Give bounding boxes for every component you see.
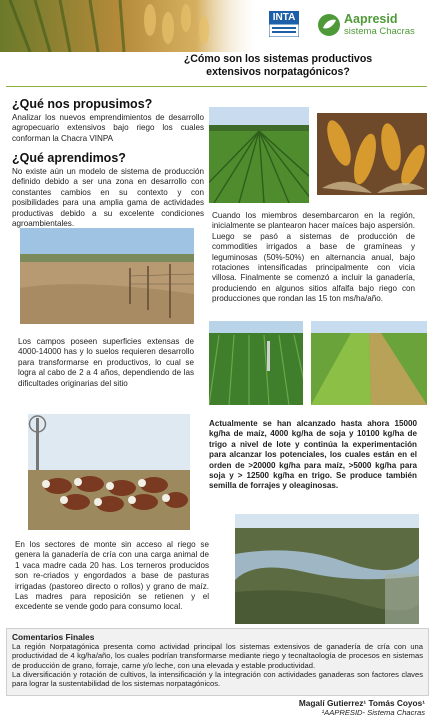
aapresid-name: Aapresid — [344, 12, 398, 26]
authors-affiliation: ¹AAPRESID- Sistema Chacras — [321, 708, 425, 717]
rotations-text: Cuando los miembros desembarcaron en la región, inicialmente se plantearon hacer maíces bajo aspersión. Luego se pasó a sistemas de producción de commodities irrigados a base de gramíneas y leguminosas (50%-50%) en alternancia anual, bajo rotaciones intensificadas principalmente con vicia villosa. Finalmente se comenzó a incluir la ganadería, produciendo en algunos sitios alfalfa bajo riego con producciones que rondan las 15 ton ms/ha/año. — [212, 211, 415, 304]
title-line-2: extensivos norpatagónicos? — [206, 65, 350, 78]
final-comments-paragraph-2: La diversificación y rotación de cultivos, la intensificación y la integración con actividades ganaderas son factores claves para lograr la sustentabilidad de los sistemas norpatagónicos. — [12, 669, 423, 689]
inta-logo-stripes — [269, 24, 299, 37]
authors-block — [299, 698, 425, 718]
inta-logo — [269, 11, 299, 37]
cattle-photo — [28, 414, 190, 530]
header-corn-photo — [0, 0, 262, 52]
final-comments-heading: Comentarios Finales — [12, 632, 95, 642]
inta-logo-text: INTA — [269, 11, 299, 24]
river-landscape-photo — [235, 514, 419, 624]
final-comments-box — [6, 628, 429, 696]
learnings-heading: ¿Qué aprendimos? — [12, 151, 126, 165]
title-underline — [6, 86, 427, 87]
livestock-text: En los sectores de monte sin acceso al riego se genera la ganadería de cría con una carga animal de 1 vaca madre cada 20 has. Los terneros producidos son re-criados y engordados a base de pasturas irrigadas (pastoreo directo o rollos) y grano de maíz. Las madres para reposición se retienen y el excedente se vende godo para consumo local. — [15, 540, 209, 612]
objectives-text: Analizar los nuevos emprendimientos de desarrollo agropecuario extensivos bajo riego los cuales conforman la Chacra VINPA — [12, 113, 204, 143]
aapresid-subtitle: sistema Chacras — [344, 26, 415, 37]
crop-field-photo — [209, 107, 309, 203]
title-line-1: ¿Cómo son los sistemas productivos — [183, 53, 373, 65]
corn-ears-photo — [317, 113, 427, 195]
dry-field-photo — [20, 228, 194, 324]
objectives-heading: ¿Qué nos propusimos? — [12, 97, 153, 111]
learnings-text: No existe aún un modelo de sistema de producción definido debido a ser una zona en desarrollo con constantes cambios en su contexto y con posibilidades para una amplia gama de actividades productivas debido a su excelente condiciones agroambientales. — [12, 167, 204, 229]
section-objectives — [12, 97, 204, 144]
yields-text: Actualmente se han alcanzado hasta ahora 15000 kg/ha de maíz, 4000 kg/ha de soja y 10100 kg/ha de trigo a nivel de lote y continúa la experimentación para alcanzar los potenciales, los cuales están en el orden de >20000 kg/ha para maíz, >5000 kg/ha para soja y > 12500 kg/ha en trigo. Se produce también semilla de forrajes y oleaginosas. — [209, 419, 417, 491]
pasture-strips-photo — [311, 321, 427, 405]
aapresid-leaf-icon — [317, 13, 341, 37]
irrigated-corn-photo — [209, 321, 303, 405]
section-learnings — [12, 151, 204, 229]
aapresid-logo — [317, 12, 427, 40]
final-comments-paragraph-1: La región Norpatagónica presenta como actividad principal los sistemas extensivos de ganadería de cría con una productividad de 4 kg/ha/año, los cuales podrían transformarse mediante riego y tecnaltaología de procesos en sistemas de producción de grano, forraje, carne y/o leche, con una elevada y estable productividad. — [12, 642, 423, 670]
authors-names: Magalí Gutierrez¹ Tomás Coyos¹ — [298, 698, 425, 708]
fields-text: Los campos poseen superficies extensas de 4000-14000 has y lo suelos requieren desarrollo para transformarse en productivos, lo cual se logra al cabo de 2 a 4 años, dependiendo de las dificultades originarias del sitio — [18, 337, 194, 388]
poster-title — [178, 53, 378, 78]
